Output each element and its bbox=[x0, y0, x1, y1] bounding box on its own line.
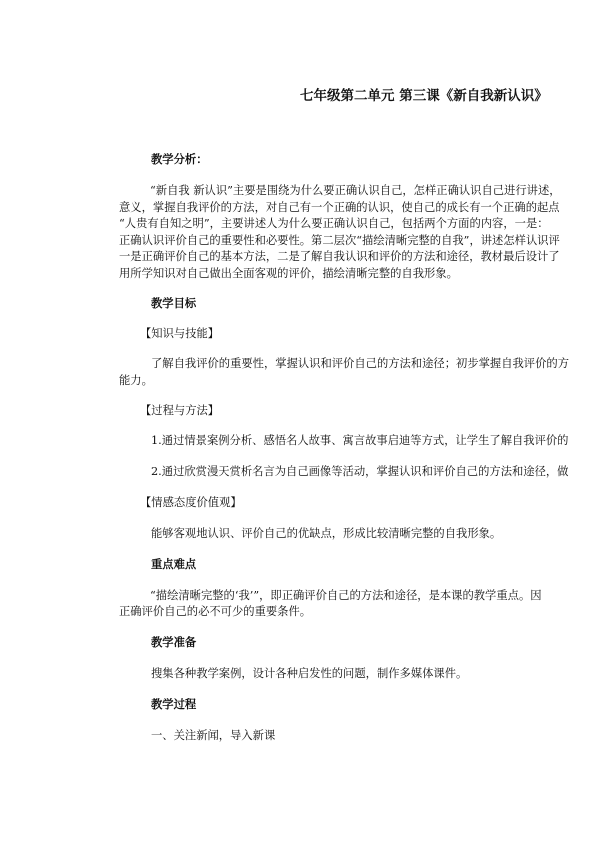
analysis-line: 一是正确评价自己的基本方法，二是了解自我认识和评价的方法和途径，教材最后设计了 bbox=[119, 250, 560, 263]
analysis-line: 意义，掌握自我评价的方法，对自己有一个正确的认识，使自己的成长有一个正确的起点 bbox=[119, 201, 560, 214]
keypoints-line: 正确评价自己的必不可少的重要条件。 bbox=[119, 605, 312, 618]
process-method-item: 2.通过欣赏漫天赏析名言为自己画像等活动，掌握认识和评价自己的方法和途径，做 bbox=[151, 465, 569, 478]
process-step: 一、关注新闻，导入新课 bbox=[151, 729, 276, 742]
analysis-line: 用所学知识对自己做出全面客观的评价，描绘清晰完整的自我形象。 bbox=[119, 267, 458, 280]
analysis-heading: 教学分析： bbox=[151, 153, 208, 166]
process-heading: 教学过程 bbox=[151, 698, 197, 711]
knowledge-line: 了解自我评价的重要性，掌握认识和评价自己的方法和途径；初步掌握自我评价的方 bbox=[151, 357, 569, 370]
document-title: 七年级第二单元 第三课《新自我新认识》 bbox=[300, 88, 548, 104]
knowledge-label: 【知识与技能】 bbox=[140, 327, 220, 340]
emotion-label: 【情感态度价值观】 bbox=[140, 496, 242, 509]
goals-heading: 教学目标 bbox=[151, 297, 197, 310]
prep-heading: 教学准备 bbox=[151, 636, 197, 649]
keypoints-line: “描绘清晰完整的‘我’”，即正确评价自己的方法和途径，是本课的教学重点。因 bbox=[150, 589, 542, 602]
prep-line: 搜集各种教学案例，设计各种启发性的问题，制作多媒体课件。 bbox=[151, 667, 468, 680]
keypoints-heading: 重点难点 bbox=[151, 558, 197, 571]
analysis-line: “人贵有自知之明”，主要讲述人为什么要正确认识自己，包括两个方面的内容，一是： bbox=[119, 217, 549, 230]
analysis-line: “新自我 新认识”主要是围绕为什么要正确认识自己，怎样正确认识自己进行讲述， bbox=[150, 184, 561, 197]
process-method-item: 1.通过情景案例分析、感悟名人故事、寓言故事启迪等方式，让学生了解自我评价的 bbox=[151, 434, 569, 447]
analysis-line: 正确认识评价自己的重要性和必要性。第二层次“描绘清晰完整的自我”，讲述怎样认识评 bbox=[119, 234, 560, 247]
process-method-label: 【过程与方法】 bbox=[140, 404, 220, 417]
knowledge-line: 能力。 bbox=[119, 374, 153, 387]
emotion-line: 能够客观地认识、评价自己的优缺点，形成比较清晰完整的自我形象。 bbox=[151, 527, 502, 540]
